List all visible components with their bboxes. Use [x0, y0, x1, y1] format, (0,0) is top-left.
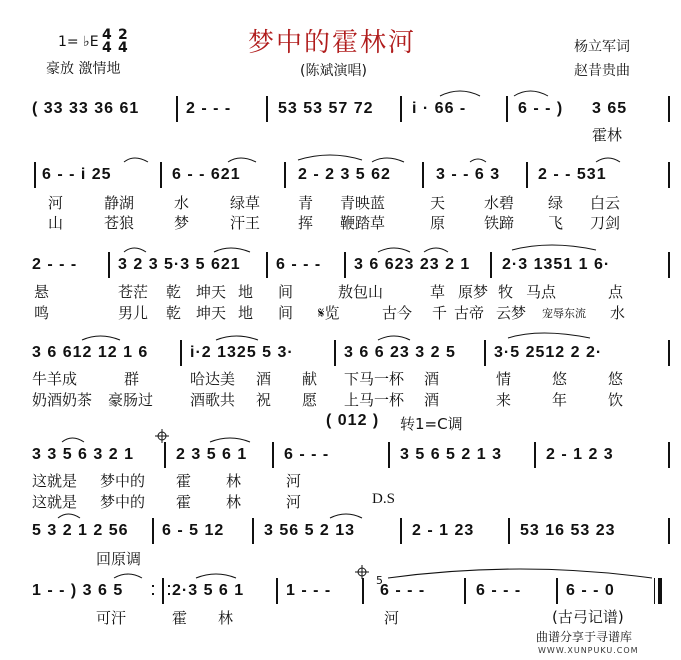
s4-lyric-1-word: 酒 [256, 370, 272, 388]
s4-lyric-2-word: 年 [552, 391, 568, 409]
barline [162, 578, 164, 604]
s3-lyric-1-word: 地 [238, 283, 254, 301]
s6-measure-4: 2 - 1 23 [412, 522, 475, 539]
s5-lyric-2-word: 梦中的 [100, 493, 146, 511]
key-signature: 1= ♭E [58, 34, 99, 50]
time-sig-top-1: 4 [102, 27, 112, 43]
slur [216, 336, 258, 340]
s7-measure-6: 6 - - 0 [566, 582, 615, 599]
s1-measure-1: ( 33 33 36 61 [32, 100, 140, 117]
s3-measure-4: 3 6 623 23 2 1 [354, 256, 471, 273]
s3-lyric-1-word: 坤天 [196, 283, 227, 301]
s3-lyric-1-word: 敖包山 [338, 283, 384, 301]
s4-lyric-2-word: 愿 [302, 391, 318, 409]
barline [284, 162, 286, 188]
s2-lyric-2-word: 飞 [548, 214, 564, 232]
return-key-note: 回原调 [96, 550, 142, 568]
s3-lyric-1-word: 悬 [34, 283, 50, 301]
s1-measure-6: 3 65 [592, 100, 628, 117]
s3-lyric-2-word: 宠辱东流 [542, 307, 586, 320]
s7-measure-4: 6 - - - [380, 582, 426, 599]
coda-sign [155, 429, 169, 443]
barline [506, 96, 508, 122]
s2-lyric-1-word: 青映蓝 [340, 194, 386, 212]
s3-lyric-2-word: 千 [432, 304, 448, 322]
repeat-dots [152, 585, 170, 595]
barline [176, 96, 178, 122]
s1-measure-3: 53 53 57 72 [278, 100, 374, 117]
s2-lyric-2-word: 鞭踏草 [340, 214, 386, 232]
watermark-text: 曲谱分享于寻谱库 [536, 630, 633, 644]
barline [668, 518, 670, 544]
barline [422, 162, 424, 188]
s3-lyric-1-word: 牧 [498, 283, 514, 301]
barline [526, 162, 528, 188]
s3-lyric-1-word: 原梦 [458, 283, 489, 301]
singer-credit: (陈斌演唱) [300, 63, 367, 79]
s3-lyric-1-word: 间 [278, 283, 294, 301]
s2-lyric-1-word: 青 [298, 194, 314, 212]
time-sig-bottom-2: 4 [118, 40, 128, 56]
s7-measure-2: 2·3 5 6 1 [172, 582, 245, 599]
s6-measure-3: 3 56 5 2 13 [264, 522, 356, 539]
slur [298, 155, 362, 160]
tie [388, 569, 652, 578]
s5-measure-2: 2 3 5 6 1 [176, 446, 248, 463]
slur [124, 158, 148, 162]
s2-lyric-1-word: 白云 [590, 194, 621, 212]
s2-lyric-2-word: 山 [48, 214, 64, 232]
barline [464, 578, 466, 604]
s1-lyric: 霍林 [592, 126, 623, 144]
s2-measure-1: 6 - - i 25 [42, 166, 112, 183]
s3-lyric-1-word: 点 [608, 283, 624, 301]
s2-lyric-1-word: 河 [48, 194, 64, 212]
slur [124, 248, 146, 252]
slur [470, 159, 486, 162]
barline [276, 578, 278, 604]
time-sig-top-2: 2 [118, 27, 128, 43]
s7-measure-1: 1 - - ) 3 6 5 [32, 582, 124, 599]
slur [424, 248, 448, 252]
s4-lyric-2-word: 酒 [424, 391, 440, 409]
time-signature-2 [118, 29, 128, 55]
barline [160, 162, 162, 188]
s2-lyric-1-word: 绿草 [230, 194, 261, 212]
s7-lyric-word: 可汗 [96, 609, 127, 627]
s4-lyric-2-word: 上马一杯 [344, 391, 405, 409]
notation-credit: (古弓记谱) [552, 608, 624, 626]
coda-sign [355, 565, 369, 579]
s3-lyric-2-word: 男儿 [118, 304, 149, 322]
barline [152, 518, 154, 544]
barline [34, 162, 36, 188]
s4-lyric-1-word: 悠 [608, 370, 624, 388]
s5-measure-4: 3 5 6 5 2 1 3 [400, 446, 502, 463]
time-sig-bottom-1: 4 [102, 40, 112, 56]
slur [512, 245, 596, 250]
s5-measure-3: 6 - - - [284, 446, 330, 463]
s3-lyric-2-word: 水 [610, 304, 626, 322]
s5-lyric-2-word: 河 [286, 493, 302, 511]
s5-lyric-1-word: 梦中的 [100, 472, 146, 490]
final-barline [654, 578, 655, 604]
s3-lyric-1-word: 马点 [526, 283, 557, 301]
s2-lyric-2-word: 刀剑 [590, 214, 621, 232]
s4-lyric-1-word: 情 [496, 370, 512, 388]
slur [58, 514, 80, 518]
barline [164, 442, 166, 468]
barline [362, 578, 364, 604]
s7-lyric-word: 河 [384, 609, 400, 627]
s5-lyric-2-word: 霍 [176, 493, 192, 511]
s3-lyric-1-word: 草 [430, 283, 446, 301]
s2-lyric-2-word: 苍狼 [104, 214, 135, 232]
s2-measure-5: 2 - - 531 [538, 166, 607, 183]
s2-lyric-2-word: 挥 [298, 214, 314, 232]
s4-measure-1: 3 6 612 12 1 6 [32, 344, 149, 361]
s5-lyric-2-word: 这就是 [32, 493, 78, 511]
slur [440, 91, 480, 96]
s6-measure-1: 5 3 2 1 2 56 [32, 522, 129, 539]
barline [668, 162, 670, 188]
s4-measure-3: 3 6 6 23 3 2 5 [344, 344, 456, 361]
s3-lyric-2-word: 鸣 [34, 304, 50, 322]
slur [114, 574, 142, 578]
grace-note: 5 [376, 574, 383, 587]
s2-lyric-1-word: 水碧 [484, 194, 515, 212]
barline [668, 252, 670, 278]
pickup-bracket: ( 012 ) [326, 412, 380, 429]
s4-lyric-1-word: 哈达美 [190, 370, 236, 388]
barline [556, 578, 558, 604]
s2-lyric-2-word: 汗王 [230, 214, 261, 232]
s3-lyric-2-word: 乾 [166, 304, 182, 322]
s4-lyric-1-word: 酒 [424, 370, 440, 388]
slur [210, 438, 250, 442]
s4-lyric-1-word: 献 [302, 370, 318, 388]
s5-lyric-1-word: 霍 [176, 472, 192, 490]
barline [272, 442, 274, 468]
s3-measure-5: 2·3 1351 1 6· [502, 256, 611, 273]
barline [508, 518, 510, 544]
s3-lyric-2-word: 古帝 [454, 304, 485, 322]
s2-lyric-1-word: 天 [430, 194, 446, 212]
s1-measure-5: 6 - - ) [518, 100, 564, 117]
s7-measure-5: 6 - - - [476, 582, 522, 599]
s2-lyric-1-word: 水 [174, 194, 190, 212]
slur [372, 158, 404, 162]
barline [484, 340, 486, 366]
s3-lyric-2-word: 地 [238, 304, 254, 322]
dal-segno-mark: D.S [372, 491, 395, 507]
s7-lyric-word: 霍 [172, 609, 188, 627]
s3-lyric-1-word: 乾 [166, 283, 182, 301]
s5-measure-1: 3 3 5 6 3 2 1 [32, 446, 134, 463]
lyricist-credit: 杨立军词 [574, 39, 630, 55]
slur [214, 248, 250, 252]
s3-measure-3: 6 - - - [276, 256, 322, 273]
s5-lyric-1-word: 林 [226, 472, 242, 490]
s3-lyric-2-word: 𝄋览 [318, 304, 340, 322]
barline [266, 96, 268, 122]
s4-lyric-2-word: 豪肠过 [108, 391, 154, 409]
s3-lyric-2-word: 云梦 [496, 304, 527, 322]
s2-lyric-2-word: 梦 [174, 214, 190, 232]
s2-measure-3: 2 - 2 3 5 62 [298, 166, 391, 183]
s5-lyric-1-word: 这就是 [32, 472, 78, 490]
barline [108, 252, 110, 278]
s3-lyric-2-word: 古今 [382, 304, 413, 322]
s4-lyric-1-word: 牛羊成 [32, 370, 78, 388]
slur [596, 158, 620, 162]
slur [228, 158, 256, 162]
s2-measure-4: 3 - - 6 3 [436, 166, 501, 183]
s1-measure-2: 2 - - - [186, 100, 232, 117]
s4-lyric-1-word: 群 [124, 370, 140, 388]
barline [400, 96, 402, 122]
s5-lyric-1-word: 河 [286, 472, 302, 490]
s3-measure-2: 3 2 3 5·3 5 621 [118, 256, 241, 273]
song-title: 梦中的霍林河 [248, 28, 417, 58]
s2-lyric-1-word: 绿 [548, 194, 564, 212]
slur [82, 336, 120, 340]
s3-lyric-2-word: 坤天 [196, 304, 227, 322]
barline [344, 252, 346, 278]
barline [180, 340, 182, 366]
s3-measure-1: 2 - - - [32, 256, 78, 273]
s5-lyric-2-word: 林 [226, 493, 242, 511]
s2-lyric-2-word: 原 [430, 214, 446, 232]
s7-lyric-word: 林 [218, 609, 234, 627]
s4-lyric-2-word: 来 [496, 391, 512, 409]
final-barline-thick [658, 578, 662, 604]
barline [668, 96, 670, 122]
s4-measure-2: i·2 1325 5 3· [190, 344, 294, 361]
barline [334, 340, 336, 366]
s4-lyric-1-word: 下马一杯 [344, 370, 405, 388]
modulation-note: 转1=C调 [400, 415, 463, 433]
s2-measure-2: 6 - - 621 [172, 166, 241, 183]
slur [378, 248, 410, 252]
barline [490, 252, 492, 278]
barline [400, 518, 402, 544]
s4-lyric-1-word: 悠 [552, 370, 568, 388]
s3-lyric-2-word: 间 [278, 304, 294, 322]
time-signature-1 [102, 29, 112, 55]
s4-lyric-2-word: 酒歌共 [190, 391, 236, 409]
barline [534, 442, 536, 468]
barline [668, 442, 670, 468]
slur [508, 333, 590, 338]
s2-lyric-1-word: 静湖 [104, 194, 135, 212]
s3-lyric-1-word: 苍茫 [118, 283, 149, 301]
s2-lyric-2-word: 铁蹄 [484, 214, 515, 232]
s4-lyric-2-word: 奶酒奶茶 [32, 391, 93, 409]
s6-measure-2: 6 - 5 12 [162, 522, 225, 539]
slur [196, 574, 236, 578]
barline [668, 340, 670, 366]
slur [514, 91, 548, 96]
s5-measure-5: 2 - 1 2 3 [546, 446, 614, 463]
slur [62, 438, 84, 442]
slur [378, 336, 410, 340]
s4-lyric-2-word: 祝 [256, 391, 272, 409]
barline [266, 252, 268, 278]
slur [330, 514, 362, 518]
composer-credit: 赵昔贵曲 [574, 63, 630, 79]
s4-measure-4: 3·5 2512 2 2· [494, 344, 603, 361]
s4-lyric-2-word: 饮 [608, 391, 624, 409]
barline [388, 442, 390, 468]
s7-measure-3: 1 - - - [286, 582, 332, 599]
performance-mood: 豪放 激情地 [46, 61, 121, 77]
watermark-url: WWW.XUNPUKU.COM [538, 646, 639, 655]
barline [252, 518, 254, 544]
s6-measure-5: 53 16 53 23 [520, 522, 616, 539]
s1-measure-4: i · 66 - [412, 100, 467, 117]
